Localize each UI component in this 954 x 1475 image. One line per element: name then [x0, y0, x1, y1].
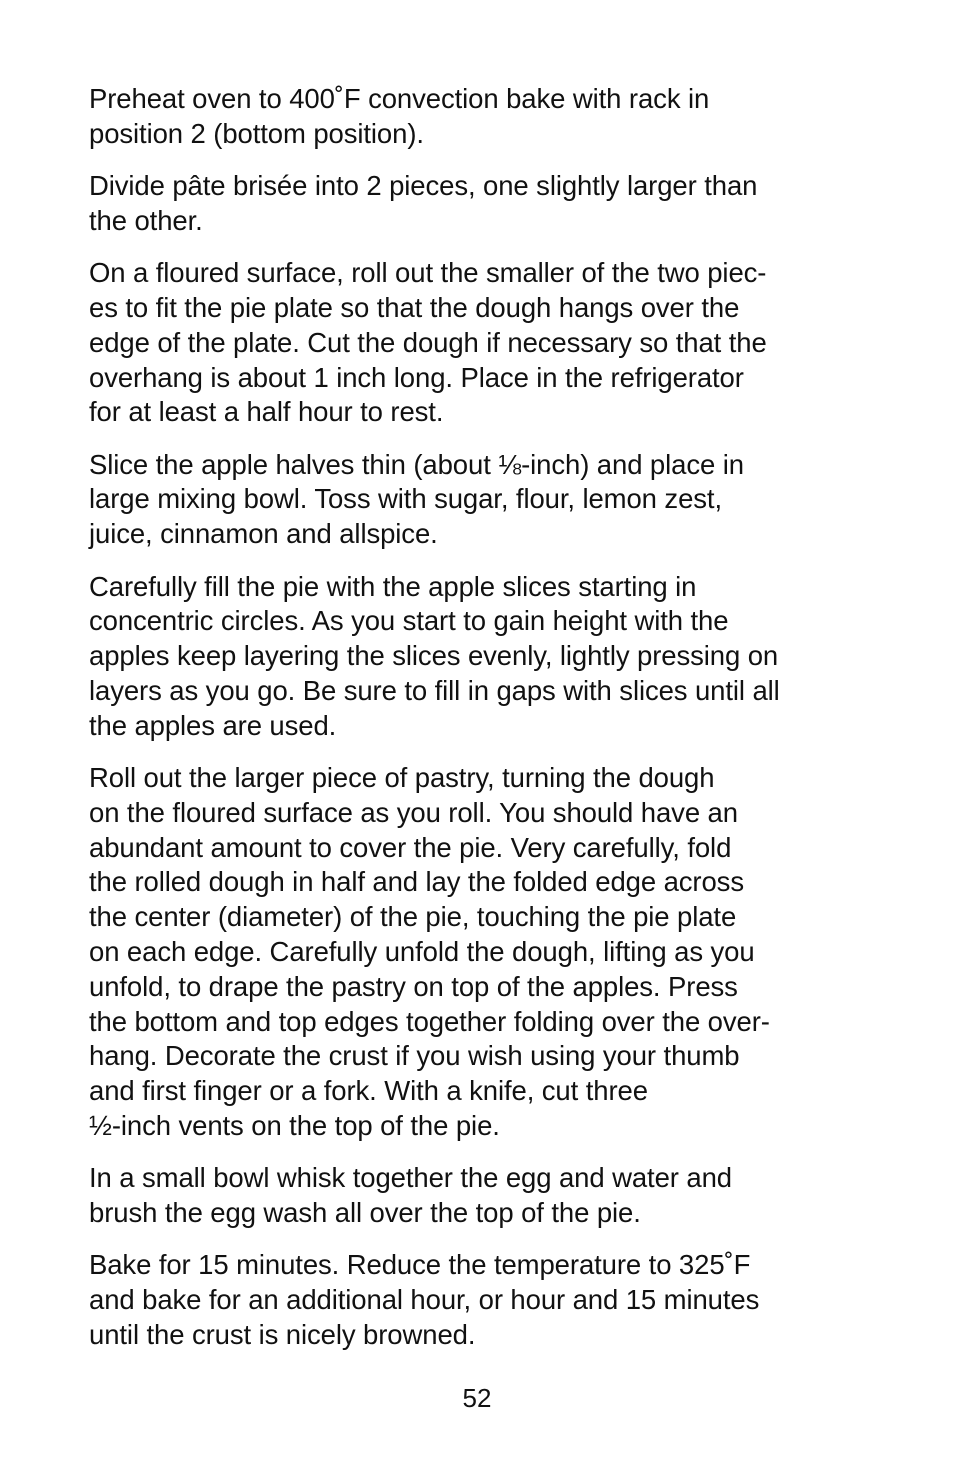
step-divide-dough: Divide pâte brisée into 2 pieces, one slightly larger than the other.	[89, 170, 758, 236]
step-slice-apples: Slice the apple halves thin (about ⅛-inch) and place in large mixing bowl. Toss with sugar, flour, lemon zest, juice, cinnamon and allspice.	[89, 448, 744, 550]
step-egg-wash: In a small bowl whisk together the egg and water and brush the egg wash all over the top of the pie.	[89, 1162, 732, 1229]
step-preheat: Preheat oven to 400˚F convection bake with rack in position 2 (bottom position).	[89, 83, 710, 149]
page-number: 52	[462, 1383, 492, 1413]
step-top-crust: Roll out the larger piece of pastry, turning the dough on the floured surface as you roll. You should have an abundant amount to cover the pie. Very carefully, fold the rolled dough in half and lay the folded edge across the center (diameter) of the pie, touching the pie plate on each edge. Carefully unfold the dough, lifting as you unfold, to drape the pastry on top of the apples. Press the bottom and top edges together folding over the over- hang. Decorate the crust if you wish using your thumb and first finger or a fork. With a knife, cut three ½-inch vents on the top of the pie.	[89, 762, 770, 1142]
step-roll-bottom-crust: On a floured surface, roll out the smaller of the two piec- es to fit the pie plate so that the dough hangs over the edge of the plate. Cut the dough if necessary so that the overhang is about 1 inch long. Place in the refrigerator for at least a half hour to rest.	[89, 257, 767, 428]
step-bake: Bake for 15 minutes. Reduce the temperature to 325˚F and bake for an additional hour, or hour and 15 minutes until the crust is nicely browned.	[89, 1249, 760, 1350]
step-fill-pie: Carefully fill the pie with the apple slices starting in concentric circles. As you start to gain height with the apples keep layering the slices evenly, lightly pressing on layers as you go. Be sure to fill in gaps with slices until all the apples are used.	[89, 570, 780, 741]
recipe-instructions	[89, 82, 879, 1370]
